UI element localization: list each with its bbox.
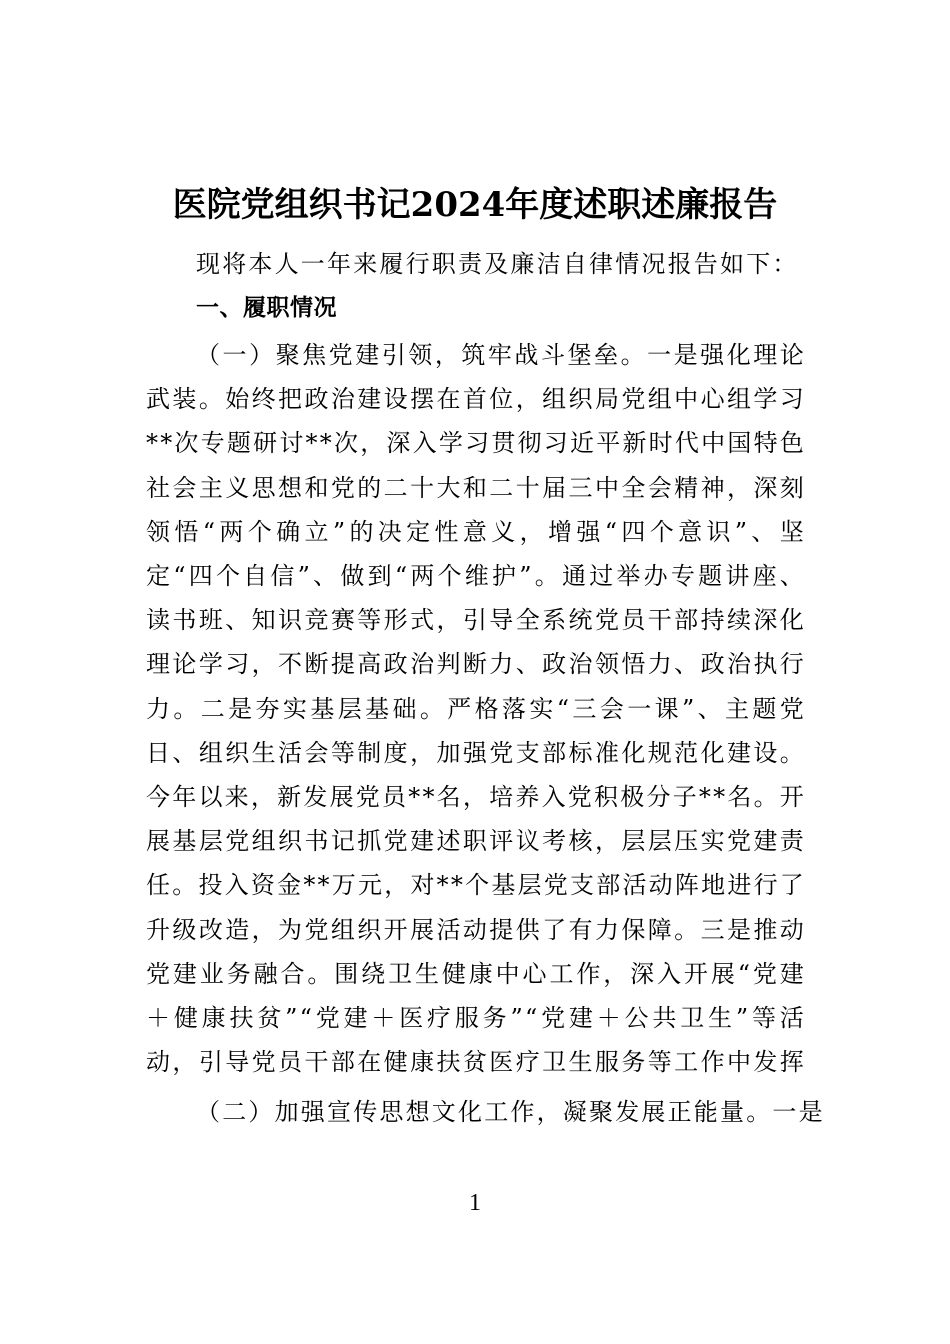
document-title: 医院党组织书记2024年度述职述廉报告 bbox=[172, 185, 778, 225]
page-number: 1 bbox=[469, 1190, 481, 1216]
body-paragraph-1: （一）聚焦党建引领，筑牢战斗堡垒。一是强化理论武装。始终把政治建设摆在首位，组织局党组中心组学习**次专题研讨**次，深入学习贯彻习近平新时代中国特色社会主义思想和党的二十大和二十届三中全会精神，深刻领悟“两个确立”的决定性意义，增强“四个意识”、坚定“四个自信”、做到“两个维护”。通过举办专题讲座、读书班、知识竞赛等形式，引导全系统党员干部持续深化理论学习，不断提高政治判断力、政治领悟力、政治执行力。二是夯实基层基础。严格落实“三会一课”、主题党日、组织生活会等制度，加强党支部标准化规范化建设。今年以来，新发展党员**名，培养入党积极分子**名。开展基层党组织书记抓党建述职评议考核，层层压实党建责任。投入资金**万元，对**个基层党支部活动阵地进行了升级改造，为党组织开展活动提供了有力保障。三是推动党建业务融合。围绕卫生健康中心工作，深入开展“党建＋健康扶贫”“党建＋医疗服务”“党建＋公共卫生”等活动，引导党员干部在健康扶贫医疗卫生服务等工作中发挥 bbox=[146, 341, 806, 1077]
intro-paragraph: 现将本人一年来履行职责及廉洁自律情况报告如下： bbox=[196, 250, 799, 278]
section-heading: 一、履职情况 bbox=[196, 295, 337, 321]
body-paragraph-2: （二）加强宣传思想文化工作，凝聚发展正能量。一是 bbox=[196, 1098, 825, 1126]
